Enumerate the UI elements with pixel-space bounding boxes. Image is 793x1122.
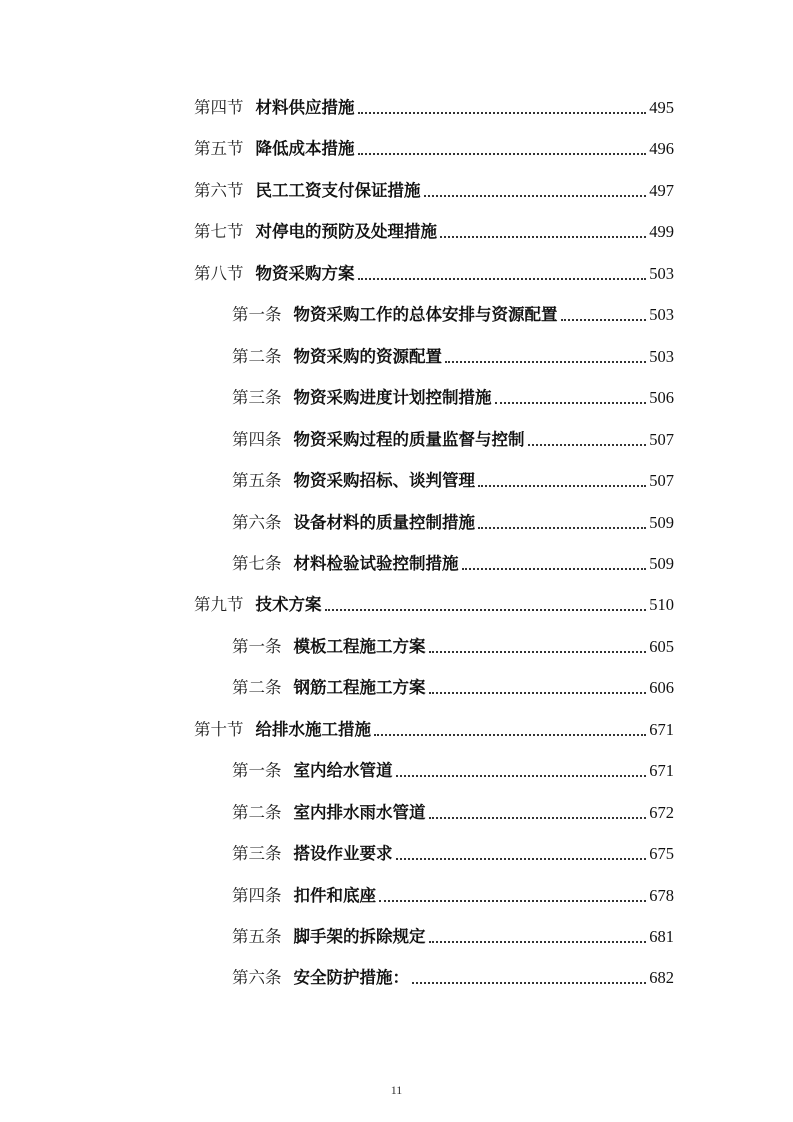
toc-dot-leader [440,236,646,238]
toc-entry-title: 安全防护措施： [293,968,409,988]
toc-dot-leader [429,817,647,819]
toc-entry-title: 材料检验试验控制措施 [293,553,459,573]
toc-entry-page: 509 [649,512,674,532]
toc-entry-title: 设备材料的质量控制措施 [293,512,475,532]
toc-entry-title: 物资采购工作的总体安排与资源配置 [293,305,558,325]
toc-entry-number: 第五节 [194,139,244,159]
toc-entry[interactable] [232,551,674,577]
toc-entry-page: 499 [649,222,674,242]
toc-dot-leader [379,900,646,902]
toc-entry[interactable] [194,592,674,618]
toc-dot-leader [429,941,647,943]
toc-entry-number: 第三条 [232,388,282,408]
toc-entry-title: 给排水施工措施 [255,719,371,739]
toc-entry-number: 第六条 [232,512,282,532]
toc-entry-title: 对停电的预防及处理措施 [255,222,437,242]
toc-entry[interactable] [232,675,674,701]
toc-entry-title: 民工工资支付保证措施 [255,180,421,200]
toc-entry-page: 495 [649,98,674,117]
toc-entry-page: 507 [649,471,674,491]
toc-entry-title: 物资采购进度计划控制措施 [293,388,492,408]
toc-entry-page: 682 [649,968,674,988]
toc-entry-title: 物资采购过程的质量监督与控制 [293,429,525,449]
toc-dot-leader [429,651,647,653]
toc-entry[interactable] [232,427,674,453]
toc-entry-number: 第四节 [194,98,244,117]
toc-entry[interactable] [232,965,674,991]
toc-entry[interactable] [194,95,674,121]
toc-dot-leader [358,278,647,280]
toc-dot-leader [358,112,647,114]
toc-entry-number: 第二条 [232,802,282,822]
toc-entry-page: 497 [649,180,674,200]
toc-dot-leader [424,195,647,197]
toc-entry-number: 第五条 [232,927,282,946]
toc-entry[interactable] [232,883,674,909]
page-number: 11 [390,1083,403,1097]
toc-dot-leader [325,609,647,611]
toc-dot-leader [429,692,647,694]
toc-entry-number: 第一条 [232,305,282,325]
toc-entry-title: 钢筋工程施工方案 [293,678,426,698]
toc-dot-leader [374,734,646,736]
toc-entry[interactable] [232,758,674,784]
toc-entry-title: 脚手架的拆除规定 [293,927,426,946]
toc-entry[interactable] [232,924,674,950]
toc-entry-title: 扣件和底座 [293,885,376,905]
toc-entry-number: 第一条 [232,761,282,781]
toc-entry-page: 675 [649,844,674,864]
toc-dot-leader [396,858,647,860]
toc-entry[interactable] [194,178,674,204]
toc-entry-page: 496 [649,139,674,159]
toc-entry-number: 第六节 [194,180,244,200]
toc-entry-page: 605 [649,636,674,656]
toc-dot-leader [528,444,647,446]
toc-entry-title: 技术方案 [255,595,322,615]
toc-entry-title: 物资采购方案 [255,263,355,283]
toc-dot-leader [478,527,646,529]
toc-dot-leader [495,402,647,404]
toc-entry-title: 材料供应措施 [255,98,355,117]
toc-entry[interactable] [194,136,674,162]
toc-dot-leader [445,361,646,363]
toc-entry-page: 509 [649,553,674,573]
toc-dot-leader [462,568,647,570]
toc-entry-number: 第三条 [232,844,282,864]
toc-entry-number: 第五条 [232,471,282,491]
toc-entry-number: 第二条 [232,678,282,698]
toc-entry[interactable] [232,344,674,370]
toc-dot-leader [412,982,646,984]
toc-dot-leader [561,319,647,321]
toc-entry-page: 671 [649,761,674,781]
toc-entry[interactable] [232,634,674,660]
toc-entry[interactable] [194,717,674,743]
toc-entry[interactable] [232,302,674,328]
toc-entry[interactable] [232,510,674,536]
toc-entry-page: 510 [649,595,674,615]
toc-entry-page: 681 [649,927,674,946]
toc-entry[interactable] [194,261,674,287]
toc-entry-page: 606 [649,678,674,698]
toc-entry-page: 507 [649,429,674,449]
toc-entry-page: 506 [649,388,674,408]
toc-dot-leader [358,153,647,155]
toc-entry-page: 678 [649,885,674,905]
toc-entry[interactable] [194,219,674,245]
toc-entry-number: 第九节 [194,595,244,615]
toc-entry-number: 第四条 [232,885,282,905]
toc-entry-page: 503 [649,263,674,283]
toc-entry-title: 物资采购招标、谈判管理 [293,471,475,491]
toc-entry-title: 室内给水管道 [293,761,393,781]
toc-entry-title: 室内排水雨水管道 [293,802,426,822]
toc-entry-title: 物资采购的资源配置 [293,346,442,366]
toc-entry-page: 671 [649,719,674,739]
toc-entry[interactable] [232,841,674,867]
toc-entry[interactable] [232,468,674,494]
toc-entry-page: 672 [649,802,674,822]
toc-entry[interactable] [232,385,674,411]
toc-entry-page: 503 [649,305,674,325]
toc-entry-page: 503 [649,346,674,366]
toc-entry-number: 第十节 [194,719,244,739]
toc-entry[interactable] [232,800,674,826]
toc-entry-number: 第八节 [194,263,244,283]
toc-entry-title: 模板工程施工方案 [293,636,426,656]
toc-dot-leader [396,775,647,777]
toc-entry-number: 第四条 [232,429,282,449]
toc-dot-leader [478,485,646,487]
toc-entry-number: 第七条 [232,553,282,573]
toc-entry-title: 降低成本措施 [255,139,355,159]
toc-entry-number: 第七节 [194,222,244,242]
toc-entry-number: 第二条 [232,346,282,366]
toc-entry-title: 搭设作业要求 [293,844,393,864]
toc-entry-number: 第六条 [232,968,282,988]
toc-entry-number: 第一条 [232,636,282,656]
